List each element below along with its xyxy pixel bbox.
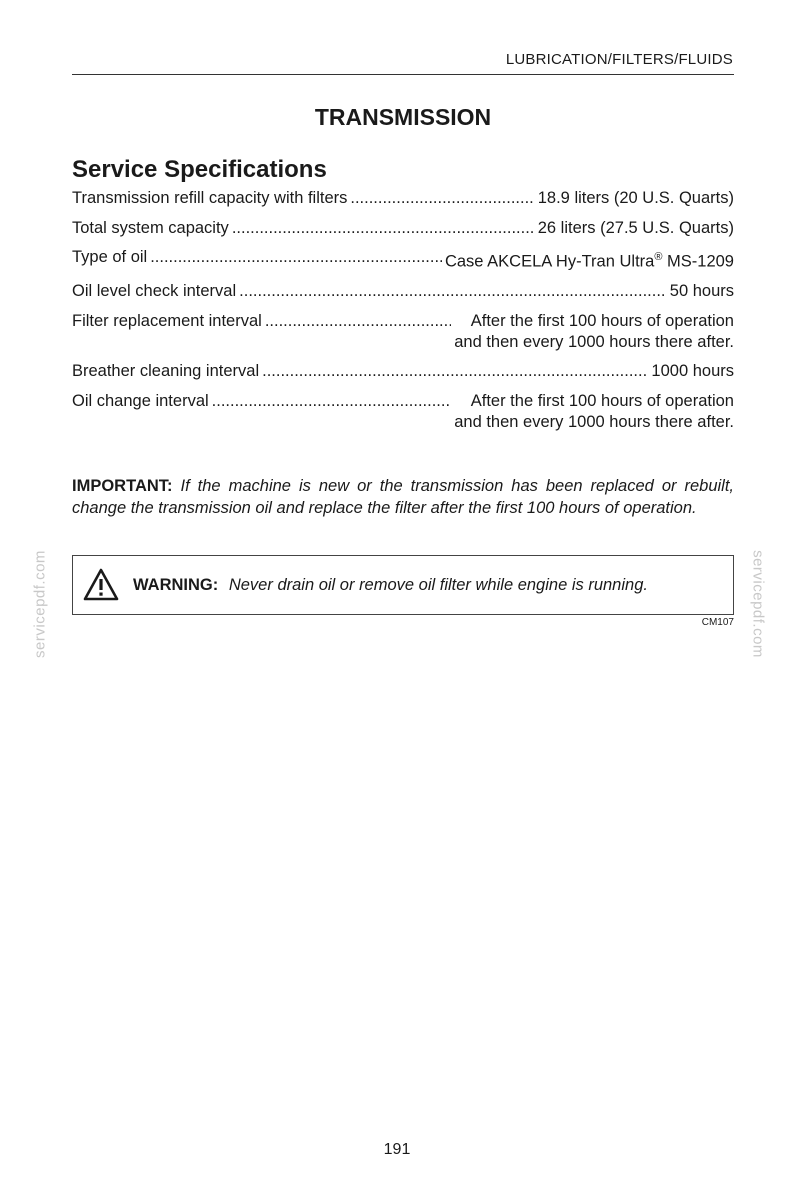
spec-label: Transmission refill capacity with filters bbox=[72, 189, 348, 207]
spec-row-filter-replacement bbox=[72, 311, 734, 353]
spec-label: Filter replacement interval bbox=[72, 311, 262, 330]
spec-value: 18.9 liters (20 U.S. Quarts) bbox=[537, 189, 734, 207]
dot-leader bbox=[350, 188, 534, 209]
spec-value: Case AKCELA Hy-Tran Ultra® MS-1209 bbox=[444, 251, 734, 271]
spec-table bbox=[72, 188, 734, 441]
section-title: TRANSMISSION bbox=[314, 104, 492, 130]
dot-leader bbox=[265, 311, 451, 332]
spec-row-oil-change bbox=[72, 391, 734, 433]
important-label: IMPORTANT: bbox=[72, 477, 173, 495]
warning-label: WARNING: bbox=[133, 575, 219, 594]
running-header: LUBRICATION/FILTERS/FLUIDS bbox=[505, 51, 733, 68]
spec-value: 26 liters (27.5 U.S. Quarts) bbox=[537, 218, 734, 237]
spec-value: 50 hours bbox=[669, 282, 734, 300]
spec-value: After the first 100 hours of operation and then every 1000 hours there after. bbox=[454, 391, 734, 431]
watermark-left: servicepdf.com bbox=[31, 550, 49, 658]
dot-leader bbox=[262, 361, 648, 382]
dot-leader bbox=[212, 391, 452, 412]
spec-row-oil-type bbox=[72, 247, 734, 273]
watermark-right: servicepdf.com bbox=[749, 550, 767, 658]
warning-body: Never drain oil or remove oil filter while engine is running. bbox=[228, 575, 648, 594]
spec-heading: Service Specifications bbox=[72, 156, 327, 183]
registered-mark: ® bbox=[654, 251, 663, 263]
warning-triangle-icon bbox=[83, 568, 119, 602]
dot-leader bbox=[239, 281, 667, 302]
spec-row-system-capacity bbox=[72, 218, 734, 239]
spec-label: Breather cleaning interval bbox=[72, 362, 260, 380]
spec-row-level-check bbox=[72, 281, 734, 302]
spec-label: Oil level check interval bbox=[72, 282, 237, 300]
important-text: If the machine is new or the transmission has been replaced or rebuilt, change the transmission oil and replace the filter after the first 100 hours of operation. bbox=[72, 477, 735, 517]
spec-label: Total system capacity bbox=[72, 218, 229, 237]
figure-code: CM107 bbox=[701, 617, 734, 628]
spec-row-refill-capacity bbox=[72, 188, 734, 209]
important-note bbox=[72, 475, 734, 519]
page-number: 191 bbox=[383, 1141, 411, 1158]
spec-label: Oil change interval bbox=[72, 391, 209, 410]
warning-box bbox=[72, 555, 734, 615]
dot-leader bbox=[232, 218, 535, 239]
spec-value: 1000 hours bbox=[651, 362, 734, 380]
header-rule bbox=[72, 74, 734, 75]
warning-text bbox=[133, 576, 648, 595]
spec-label: Type of oil bbox=[72, 248, 148, 266]
spec-value: After the first 100 hours of operation and then every 1000 hours there after. bbox=[454, 311, 734, 351]
spec-row-breather-cleaning bbox=[72, 361, 734, 382]
dot-leader bbox=[150, 247, 442, 268]
